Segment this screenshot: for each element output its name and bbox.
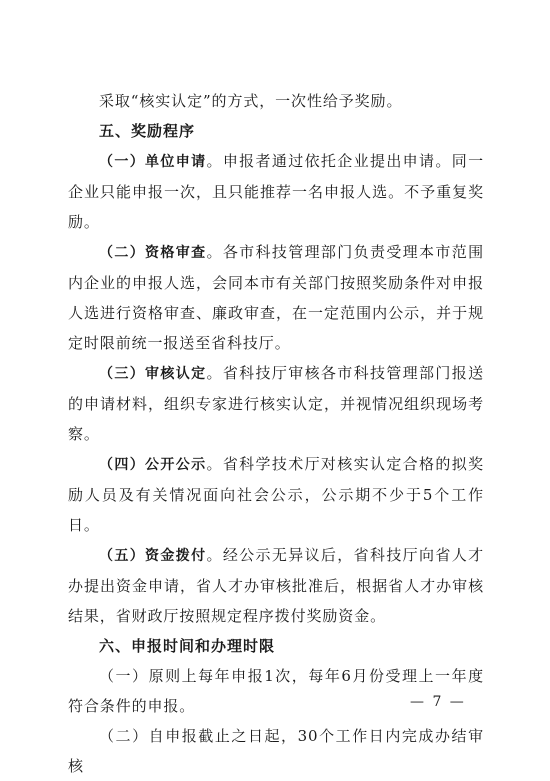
paragraph-text: 。各市科技管理部门负责受理本市范围内企业的申报人选，会同本市有关部门按照奖励条件对申报人选进行资格审查、廉政审查，在一定范围内公示，并于规定时限前统一报送至省科技厅。	[68, 243, 484, 352]
paragraph-lead: （三）审核认定	[99, 366, 207, 382]
paragraph-annual-application	[68, 661, 484, 721]
paragraph-qualification-review	[68, 237, 484, 358]
paragraph-processing-deadline	[68, 721, 484, 781]
paragraph-lead: （五）资金拨付	[99, 548, 207, 564]
paragraph-text: 采取“核实认定”的方式，一次性给予奖励。	[99, 92, 403, 110]
paragraph-text: 。经公示无异议后，省科技厅向省人才办提出资金申请，省人才办审核批准后，根据省人才办审核结果，省财政厅按照规定程序拨付奖励资金。	[68, 546, 484, 625]
paragraph-unit-application	[68, 146, 484, 237]
paragraph-text: 。申报者通过依托企业提出申请。同一企业只能申报一次，且只能推荐一名申报人选。不予重复奖励。	[68, 152, 484, 231]
section-heading-application-time: 六、申报时间和办理时限	[99, 637, 276, 655]
section-heading-award-procedure: 五、奖励程序	[99, 122, 196, 140]
paragraph-public-notice	[68, 449, 484, 540]
paragraph-audit-verification	[68, 358, 484, 449]
paragraph-text: （二）自申报截止之日起，30个工作日内完成办结审核	[68, 727, 484, 775]
paragraph-text: （一）原则上每年申报1次，每年6月份受理上一年度符合条件的申报。	[68, 667, 484, 715]
paragraph-lead: （四）公开公示	[99, 457, 207, 473]
document-body	[68, 86, 484, 781]
paragraph-lead: （二）资格审查	[99, 245, 207, 261]
paragraph-award-method	[68, 86, 484, 116]
paragraph-lead: （一）单位申请	[99, 154, 207, 170]
paragraph-text: 。省科学技术厅对核实认定合格的拟奖励人员及有关情况面向社会公示，公示期不少于5个工作日。	[68, 455, 484, 534]
paragraph-text: 。省科技厅审核各市科技管理部门报送的申请材料，组织专家进行核实认定，并视情况组织现场考察。	[68, 364, 484, 443]
paragraph-fund-allocation	[68, 540, 484, 631]
page-number: — 7 —	[410, 694, 466, 710]
